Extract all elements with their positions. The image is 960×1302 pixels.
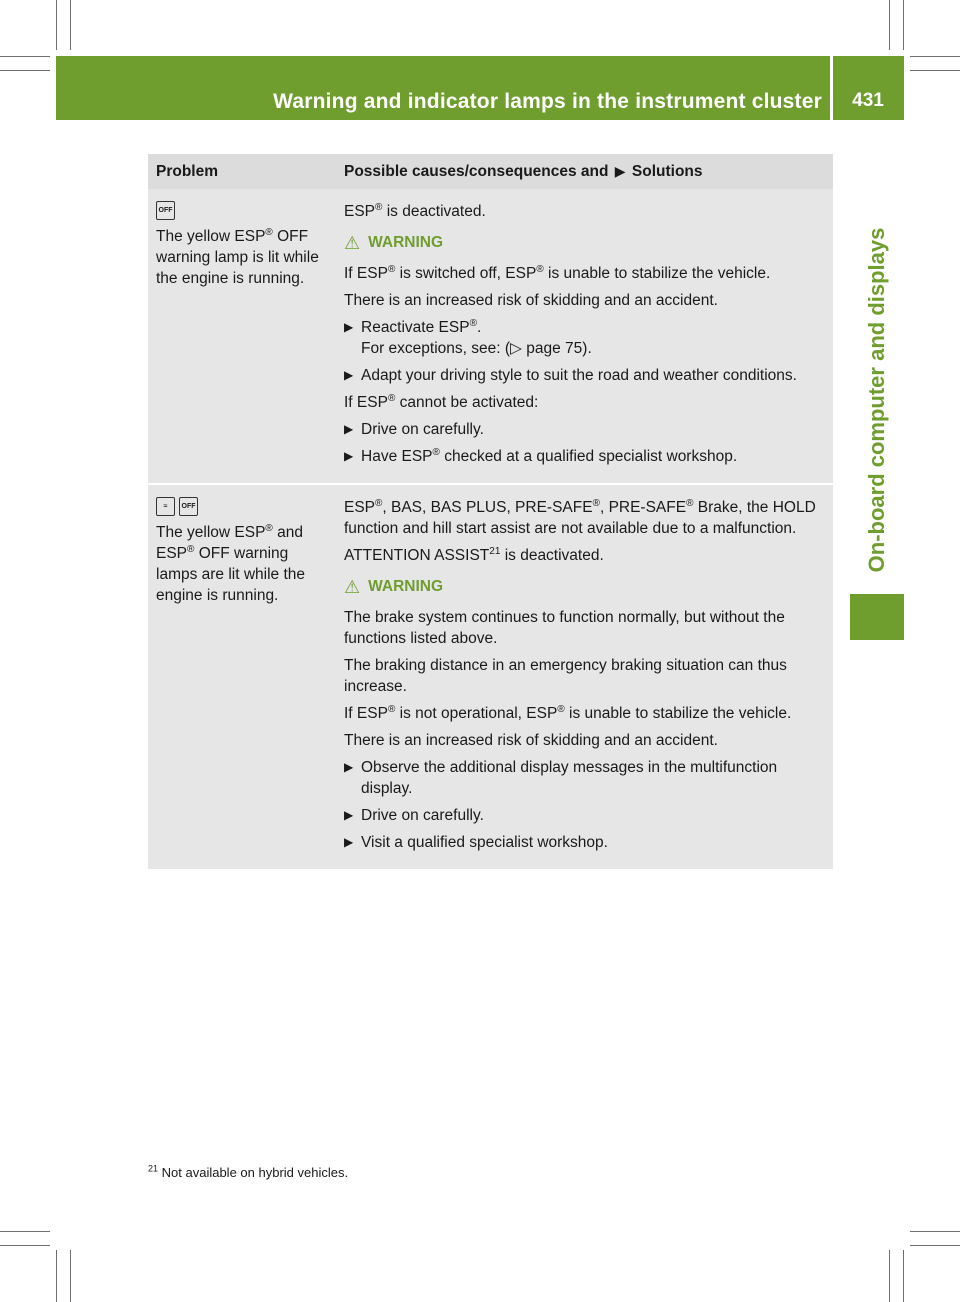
page-title: Warning and indicator lamps in the instrument cluster (273, 90, 822, 113)
esp-off-lamp-icon: OFF (156, 201, 175, 220)
solution-step: ▶ Visit a qualified specialist workshop. (344, 834, 608, 851)
crop-mark (56, 0, 57, 50)
crop-mark (889, 1250, 890, 1302)
warning-triangle-icon: ⚠ (344, 576, 361, 597)
warning-text: If ESP® is switched off, ESP® is unable to stabilize the vehicle. (344, 263, 771, 282)
solution-step: ▶ Adapt your driving style to suit the road and weather conditions. (344, 367, 797, 384)
crop-mark (0, 56, 50, 57)
col-header-solutions: Possible causes/consequences and ▶ Solutions (336, 154, 833, 189)
solution-step: ▶ Reactivate ESP®. For exceptions, see: (▷ page 75). (344, 317, 592, 357)
warning-heading: ⚠ WARNING (344, 576, 444, 597)
problem-cell (148, 484, 336, 869)
cause-text: ATTENTION ASSIST$^{21}$ is deactivated. (344, 545, 604, 564)
step-arrow-icon: ▶ (344, 320, 354, 334)
crop-mark (910, 1245, 960, 1246)
crop-mark (903, 1250, 904, 1302)
crop-mark (910, 70, 960, 71)
crop-mark (56, 1250, 57, 1302)
crop-mark (70, 0, 71, 50)
warning-text: There is an increased risk of skidding and an accident. (344, 732, 718, 749)
table-row (148, 484, 833, 869)
col-header-problem: Problem (148, 154, 336, 189)
problem-text: The yellow ESP® and ESP® OFF warning lamps are lit while the engine is running. (156, 522, 306, 604)
solution-step: ▶ Drive on carefully. (344, 807, 484, 824)
cause-text: ESP® is deactivated. (344, 201, 486, 220)
side-tab-marker (850, 594, 904, 640)
side-tab-label: On-board computer and displays (864, 227, 889, 573)
step-arrow-icon: ▶ (344, 808, 354, 822)
page-number: 431 (852, 90, 884, 111)
crop-mark (0, 1231, 50, 1232)
crop-mark (910, 1231, 960, 1232)
solution-step: ▶ Have ESP® checked at a qualified specialist workshop. (344, 446, 738, 465)
warning-triangle-icon: ⚠ (344, 232, 361, 253)
warning-text: The braking distance in an emergency braking situation can thus increase. (344, 657, 787, 695)
page-reference: For exceptions, see: (▷ page 75). (361, 340, 592, 357)
lamp-table (148, 154, 833, 869)
esp-off-lamp-icon: OFF (179, 497, 198, 516)
crop-mark (0, 1245, 50, 1246)
warning-text: If ESP® is not operational, ESP® is unable to stabilize the vehicle. (344, 703, 792, 722)
header-divider (830, 56, 833, 120)
crop-mark (910, 56, 960, 57)
step-arrow-icon: ▶ (344, 760, 354, 774)
solution-cell (336, 484, 833, 869)
problem-cell (148, 189, 336, 484)
esp-lamp-icon: ≈ (156, 497, 175, 516)
condition-text: If ESP® cannot be activated: (344, 392, 539, 411)
step-arrow-icon: ▶ (344, 368, 354, 382)
warning-heading: ⚠ WARNING (344, 232, 444, 253)
crop-mark (903, 0, 904, 50)
crop-mark (70, 1250, 71, 1302)
warning-text: There is an increased risk of skidding and an accident. (344, 292, 718, 309)
solution-step: ▶ Observe the additional display messages in the multifunction display. (344, 759, 778, 797)
crop-mark (889, 0, 890, 50)
footnote: $^{21}$ Not available on hybrid vehicles. (148, 1163, 349, 1180)
step-arrow-icon: ▶ (344, 422, 354, 436)
cause-text: ESP®, BAS, BAS PLUS, PRE-SAFE®, PRE-SAFE® Brake, the HOLD function and hill start assist are not available due to a malfunction. (344, 497, 816, 537)
solution-cell (336, 189, 833, 484)
step-arrow-icon: ▶ (344, 449, 354, 463)
crop-mark (0, 70, 50, 71)
step-arrow-icon: ▶ (344, 835, 354, 849)
problem-text: The yellow ESP® OFF warning lamp is lit while the engine is running. (156, 226, 319, 287)
warning-text: The brake system continues to function normally, but without the functions listed above. (344, 609, 785, 647)
solution-step: ▶ Drive on carefully. (344, 421, 484, 438)
table-header-row (148, 154, 833, 189)
play-arrow-icon: ▶ (614, 163, 626, 179)
table-row (148, 189, 833, 484)
